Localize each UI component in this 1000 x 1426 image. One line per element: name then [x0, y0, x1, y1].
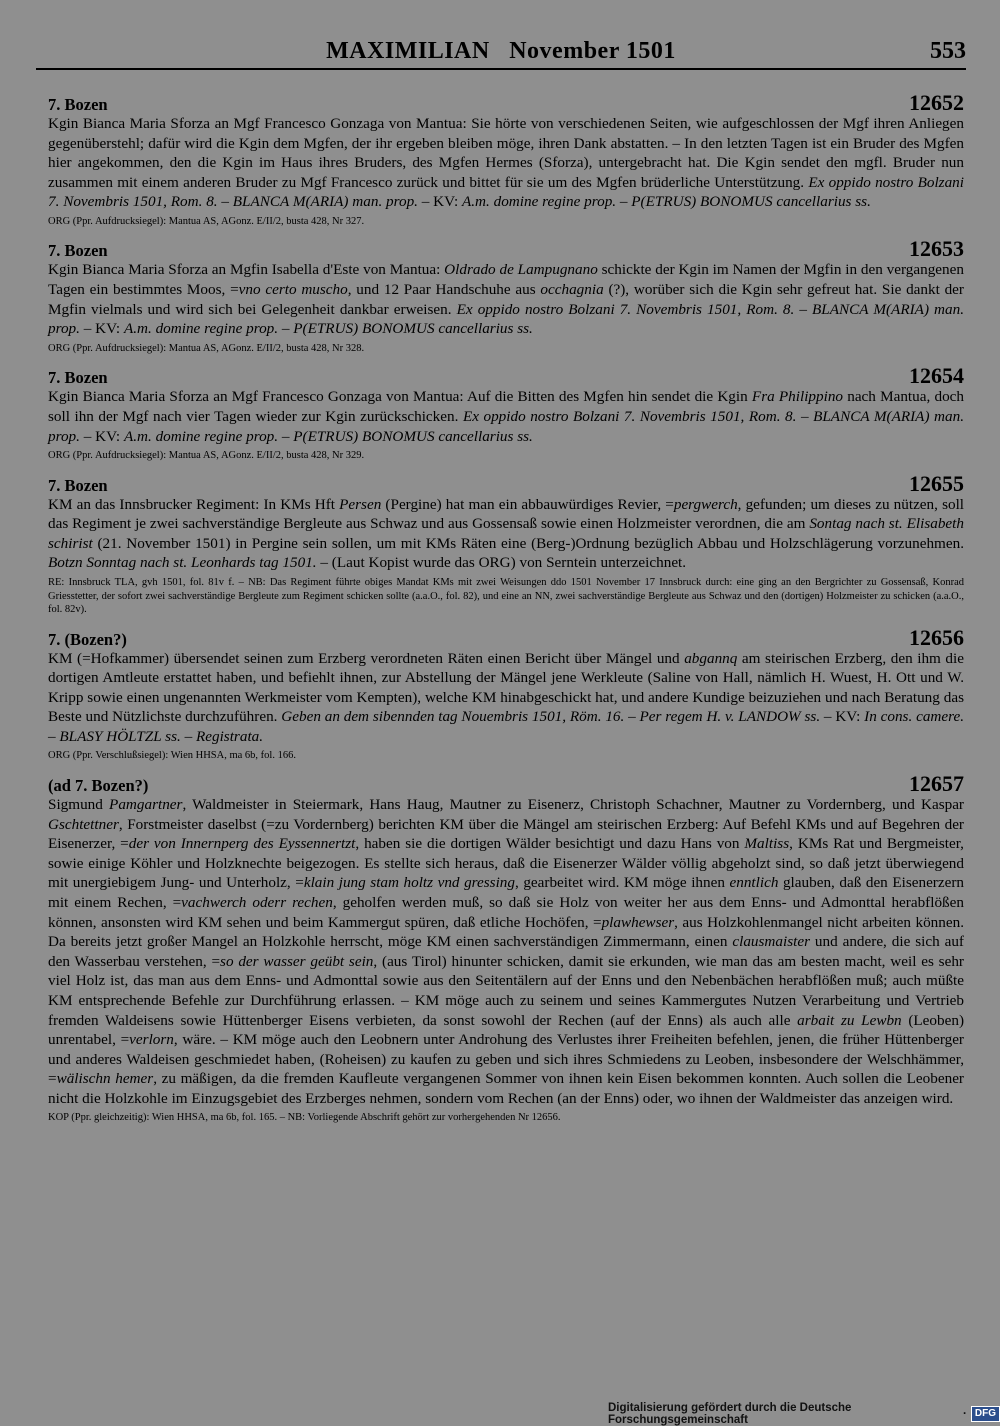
text-run: , (aus Tirol) hinunter schicken, damit sie erkunden, wie man das am besten macht, weil es sehr viel Holz ist, das man aus dem Enns- und Admonttal sowie aus den Seitentälern auf der Enns und den Nebenbächen herabflößen muß; auch müßte KM entsprechende Befehle zur Durchführung erlassen. – KM möge auch zu seinem und seines Kammergutes Nutzen Verarbeitung und Vertrieb fremden Waldeisens sowie Hüttenberger Eisens verbieten, da sonst sowohl der Rechen (auf der Enns) als auch alle [48, 952, 964, 1029]
text-run: , und 12 Paar Handschuhe aus [347, 281, 541, 299]
dfg-logo: DFG [971, 1406, 1000, 1422]
text-run: nach Mantua, doch soll ihn der Mgf nach vier Tagen wieder zur Kgin zurückschicken. [48, 388, 964, 425]
text-run: Kgin Bianca Maria Sforza an Mgf Francesco Gonzaga von Mantua: Auf die Bitten des Mgfen hin sendet die Kgin [48, 388, 752, 406]
text-run: , wäre. – KM möge auch den Leobnern unter Androhung des Verlustes ihrer Freiheiten befehlen, jenen, die früher Hüttenberger und anderes Waldeisen geschmiedet haben, (Roheisen) zu kaufen zu geben und sich ihres Schmiedens zu Leoben, insbesondere der Welschhämmer, = [48, 1031, 964, 1088]
entry-text [48, 795, 964, 1109]
italic-quote: enntlich [729, 874, 779, 892]
entry-list [48, 92, 964, 1135]
italic-quote: plawhewser [601, 913, 675, 931]
entry-date: 7. (Bozen?) [48, 629, 127, 649]
entry-number: 12657 [909, 770, 964, 796]
italic-quote: so der wasser geübt sein [220, 952, 374, 970]
regest-entry [48, 470, 965, 617]
text-run: (Pergine) hat man ein abbauwürdiges Revier, = [381, 495, 674, 513]
dfg-footer: Digitalisierung gefördert durch die Deutsche Forschungsgemeinschaft · DFG [608, 1402, 1000, 1426]
entry-source-note: ORG (Ppr. Verschlußsiegel): Wien HHSA, ma 6b, fol. 166. [48, 750, 296, 762]
text-run: – KV: [79, 320, 124, 338]
text-run: am steirischen Erzberg, den ihm die dortigen Amtleute erstattet haben, und befiehlt ihnen, zur Abstellung der Mängel jene Werkleute (Saline von Hall, nämlich H. Wuest, H. Ott und W. Kripp sowie einen ungenannten Werkmeister vom Kempten), welche KM hinabgeschickt hat, und andere Kundige beizuziehen und nach Beratung das Beste und Nützlichste durchzuführen. [48, 649, 964, 726]
text-run: glauben, daß den Eisenerzern mit einem Rechen, = [48, 874, 964, 911]
italic-quote: verlorn [129, 1031, 174, 1049]
entry-date: 7. Bozen [48, 368, 108, 388]
text-run: , aus Holzkohlenmangel nicht arbeiten können. Da bereits jetzt großer Mangel an Holzkohle herrscht, möge KM einen sachverständigen Zimmermann, einen [48, 913, 964, 951]
italic-quote: der von Innernperg des Eyssennertzt [128, 835, 356, 853]
text-run: (21. November 1501) in Pergine sein sollen, um mit KMs Räten eine (Berg-)Ordnung bezüglich Abbau und Holzschlägerung vorzunehmen. [92, 534, 964, 552]
italic-quote: Ex oppido nostro Bolzani 7. Novembris 1501, Rom. 8. – BLANCA M(ARIA) man. prop. [48, 173, 964, 211]
text-run: – KV: [417, 193, 462, 211]
entry-text [48, 495, 964, 573]
italic-quote: Sontag nach st. Elisabeth schirist [48, 515, 964, 552]
text-run: , zu mäßigen, da die fremden Kaufleute vergangenen Sommer von ihnen kein Eisen bekommen konnten. Auch sollen die Leobener nicht die Holzkohle im Einzugsgebiet des Erzberges nehmen, sondern vom Rechen (an der Enns) oder, wo ihnen der Waldmeister das anzeigen wird. [48, 1070, 964, 1107]
text-run: , haben sie die dortigen Wälder besichtigt und dazu Hans von [355, 835, 745, 853]
entry-number: 12656 [909, 624, 964, 650]
italic-quote: A.m. domine regine prop. – P(ETRUS) BONOMUS cancellarius ss. [123, 427, 533, 445]
italic-quote: klain jung stam holtz vnd gressing [303, 874, 515, 892]
italic-quote: Fra Philippino [751, 388, 844, 406]
entry-text [48, 649, 964, 747]
entry-header [48, 624, 964, 650]
text-run: schickte der Kgin im Namen der Mgfin in den vergangenen Tagen ein bestimmtes Moos, = [48, 261, 964, 299]
italic-quote: pergwerch [673, 495, 738, 513]
text-run: (Leoben) unrentabel, = [48, 1011, 964, 1049]
entry-text [48, 260, 964, 338]
entry-source-note: ORG (Ppr. Aufdrucksiegel): Mantua AS, AGonz. E/II/2, busta 428, Nr 327. [48, 215, 365, 227]
italic-quote: A.m. domine regine prop. – P(ETRUS) BONOMUS cancellarius ss. [461, 193, 871, 211]
entry-number: 12652 [909, 90, 964, 115]
entry-source-note: RE: Innsbruck TLA, gvh 1501, fol. 81v f. – NB: Das Regiment führte obiges Mandat KMs mit zwei Weisungen ddo 1501 November 17 Innsbruck durch: eine ging an den Bergrichter zu Gossensaß, Konrad Griesstetter, der sofort zwei sachverständige Bergleute zum Regiment schicken sollte (a.a.O., fol. 82), und eine an NN, zwei sachverständige Bergleute aus Schwaz und den (dortigen) Holzmeister zu schicken (a.a.O., fol. 82v). [48, 577, 964, 615]
entry-header [48, 770, 964, 796]
entry-text [48, 114, 964, 212]
entry-date: 7. Bozen [48, 475, 108, 495]
text-run: und andere, die sich auf den Wasserbau verstehen, = [48, 933, 964, 970]
text-run: Sigmund [48, 795, 110, 813]
italic-quote: wälischn hemer [56, 1070, 154, 1088]
entry-date: 7. Bozen [48, 95, 108, 114]
italic-quote: Ex oppido nostro Bolzani 7. Novembris 1501, Rom. 8. – BLANCA M(ARIA) man. prop. [48, 300, 965, 338]
entry-header [48, 365, 964, 387]
running-head [36, 36, 966, 70]
text-run: , geholfen werden muß, so daß sie Holz von weiter her aus dem Enns- und Admonttal herabflößen können, ansonsten wird KM sehen und beim Kammergut spüren, daß etliche Hochöfen, = [48, 893, 964, 931]
italic-quote: Maltiss [744, 835, 790, 853]
text-run: , KMs Rat und Bergmeister, sowie einige Köhler und Holzknechte beigezogen. Es stellte sich heraus, daß die Eisenerzer Wälder völlig abgeholzt sind, so daß jetzt überwiegend mit unergiebigem Jung- und Unterholz, = [48, 835, 964, 892]
entry-header [48, 238, 964, 260]
italic-quote: Oldrado de Lampugnano [444, 261, 598, 279]
text-run: KM (=Hofkammer) übersendet seinen zum Erzberg verordneten Räten einen Bericht über Mängel und [48, 649, 685, 667]
entry-number: 12655 [909, 470, 964, 496]
page-title: MAXIMILIAN November 1501 [326, 38, 676, 64]
entry-number: 12653 [909, 236, 964, 262]
text-run: KM an das Innsbrucker Regiment: In KMs Hft [48, 495, 340, 513]
italic-quote: Gschtettner [48, 815, 119, 833]
regest-entry [48, 92, 964, 228]
entry-header [48, 470, 964, 496]
entry-date: (ad 7. Bozen?) [48, 775, 149, 795]
italic-quote: Persen [339, 495, 382, 513]
entry-source-note: ORG (Ppr. Aufdrucksiegel): Mantua AS, AGonz. E/II/2, busta 428, Nr 329. [48, 450, 365, 462]
text-run: , gearbeitet wird. KM möge ihnen [514, 874, 730, 892]
italic-quote: Ex oppido nostro Bolzani 7. Novembris 1501, Rom. 8. – BLANCA M(ARIA) man. prop. [48, 407, 964, 445]
text-run: , gefunden; um dieses zu nützen, soll das Regiment je zwei sachverständige Bergleute aus Schwaz und aus Gossensaß sowie einen Holzmeister verordnen, die am [48, 495, 965, 533]
italic-quote: vno certo muscho [238, 281, 348, 299]
italic-quote: Botzn Sonntag nach st. Leonhards tag 1501. [48, 554, 317, 572]
italic-quote: abgannq [684, 649, 738, 667]
text-run: – (Laut Kopist wurde das ORG) von Serntein unterzeichnet. [316, 554, 687, 572]
italic-quote: A.m. domine regine prop. – P(ETRUS) BONOMUS cancellarius ss. [123, 320, 533, 338]
italic-quote: arbait zu Lewbn [797, 1011, 902, 1029]
text-run: , Forstmeister daselbst (=zu Vordernberg) berichten KM über die Mängel am steirischen Erzberg: Auf Befehl KMs und auf Begehren der Eisenerzer, = [48, 815, 964, 853]
entry-source-note: ORG (Ppr. Aufdrucksiegel): Mantua AS, AGonz. E/II/2, busta 428, Nr 328. [48, 342, 365, 354]
regest-entry [48, 624, 965, 763]
entry-source-note: KOP (Ppr. gleichzeitig): Wien HHSA, ma 6b, fol. 165. – NB: Vorliegende Abschrift gehört zur vorhergehenden Nr 12656. [48, 1112, 561, 1124]
entry-text [48, 387, 964, 446]
text-run: – KV: [79, 427, 124, 445]
italic-quote: In cons. camere. – BLASY HÖLTZL ss. – Registrata. [48, 708, 965, 745]
regest-entry [48, 770, 964, 1125]
entry-number: 12654 [909, 363, 964, 389]
text-run: Kgin Bianca Maria Sforza an Mgf Francesco Gonzaga von Mantua: Sie hörte von verschiedenen Seiten, wie aufgeschlossen der Mgf ihren Anliegen gegenüberstehl; dafür wird die Kgin dem Mgfen, der ihr ergeben bleiben möge, ihren Dank abstatten. – In den letzten Tagen ist ein Bruder des Mgfen hier angekommen, den die Kgin im Haus ihres Bruders, des Mgfen Hermes (Sforza), untergebracht hat. Die Kgin sendet den mgfl. Bruder nun zusammen mit einem anderen Bruder zu Mgf Francesco zurück und bittet für sie um des Mgfen brüderliche Unterstützung. [48, 115, 964, 191]
page-number: 553 [930, 38, 966, 64]
italic-quote: Pamgartner [109, 795, 183, 813]
entry-date: 7. Bozen [48, 241, 108, 261]
regest-entry [48, 365, 964, 462]
text-run: – KV: [820, 708, 865, 726]
italic-quote: occhagnia [540, 281, 604, 299]
footer-text: Digitalisierung gefördert durch die Deutsche Forschungsgemeinschaft [608, 1402, 852, 1426]
italic-quote: vachwerch oderr rechen [181, 893, 333, 911]
entry-header [48, 92, 964, 114]
italic-quote: clausmaister [732, 933, 810, 951]
italic-quote: Geben an dem sibennden tag Nouembris 1501, Röm. 16. – Per regem H. v. LANDOW ss. [281, 708, 821, 726]
text-run: , Waldmeister in Steiermark, Hans Haug, Mautner zu Eisenerz, Christoph Schachner, Mautner zu Vordernberg, und Kaspar [182, 795, 964, 813]
text-run: Kgin Bianca Maria Sforza an Mgfin Isabella d'Este von Mantua: [48, 261, 445, 279]
regest-entry [48, 238, 964, 355]
text-run: (?), worüber sich die Kgin sehr gefreut hat. Sie dankt der Mgfin vielmals und wird sich bei Gelegenheit dankbar erweisen. [48, 281, 964, 318]
